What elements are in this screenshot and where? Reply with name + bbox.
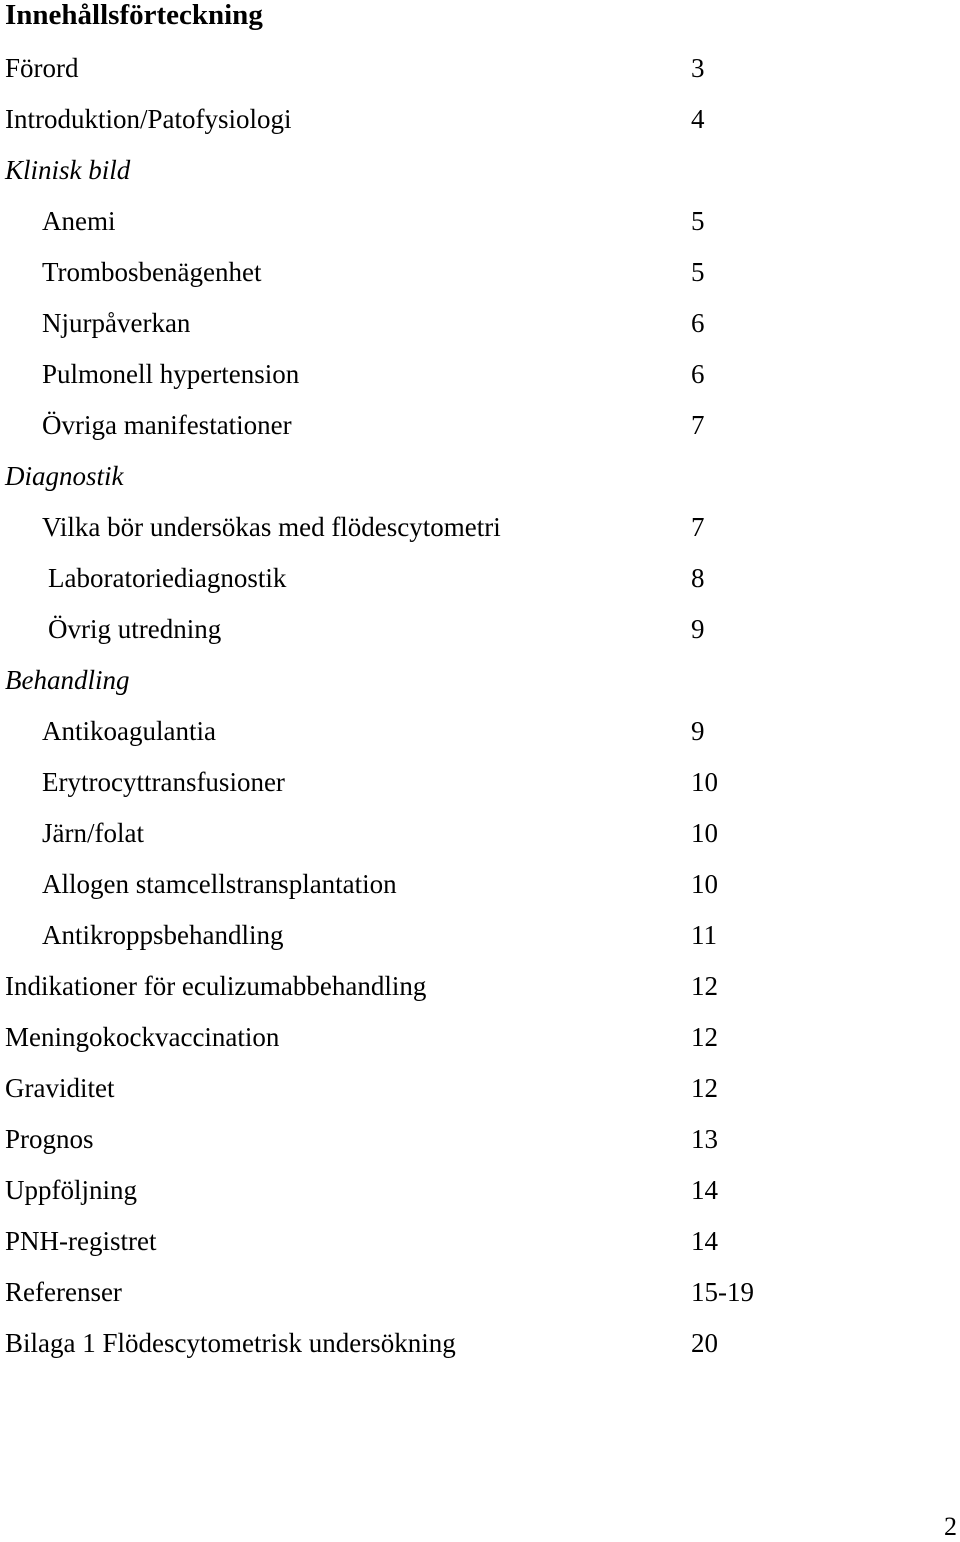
toc-entry-page: 12 bbox=[691, 971, 718, 1001]
toc-entry-page: 9 bbox=[691, 614, 705, 644]
toc-entry bbox=[0, 48, 960, 99]
toc-entry bbox=[0, 1221, 960, 1272]
toc-entry-label: Antikroppsbehandling bbox=[42, 920, 284, 950]
toc-entry-label: Vilka bör undersökas med flödescytometri bbox=[42, 512, 501, 542]
toc-entry bbox=[0, 354, 960, 405]
toc-section-heading bbox=[0, 150, 960, 201]
toc-entry-page: 8 bbox=[691, 563, 705, 593]
toc-entry-page: 3 bbox=[691, 53, 705, 83]
toc-entry-label: Järn/folat bbox=[42, 818, 144, 848]
toc-entry-label: Anemi bbox=[42, 206, 116, 236]
toc-entry bbox=[0, 1119, 960, 1170]
toc-entry-label: Prognos bbox=[5, 1124, 94, 1154]
toc-entry bbox=[0, 966, 960, 1017]
table-of-contents bbox=[0, 48, 960, 1374]
toc-entry-page: 12 bbox=[691, 1073, 718, 1103]
toc-entry-label: Laboratoriediagnostik bbox=[48, 563, 287, 593]
toc-entry bbox=[0, 813, 960, 864]
toc-entry-label: Övriga manifestationer bbox=[42, 410, 292, 440]
toc-entry-page: 12 bbox=[691, 1022, 718, 1052]
toc-section-heading bbox=[0, 660, 960, 711]
toc-section-heading bbox=[0, 456, 960, 507]
toc-entry-page: 11 bbox=[691, 920, 717, 950]
toc-entry-page: 14 bbox=[691, 1175, 718, 1205]
toc-entry-page: 10 bbox=[691, 869, 718, 899]
toc-entry-label: Uppföljning bbox=[5, 1175, 137, 1205]
toc-entry-label: Indikationer för eculizumabbehandling bbox=[5, 971, 427, 1001]
toc-entry bbox=[0, 864, 960, 915]
toc-entry bbox=[0, 99, 960, 150]
toc-entry-page: 5 bbox=[691, 206, 705, 236]
toc-entry-label: Diagnostik bbox=[5, 461, 124, 491]
toc-entry bbox=[0, 1170, 960, 1221]
toc-entry bbox=[0, 405, 960, 456]
toc-entry-label: Njurpåverkan bbox=[42, 308, 191, 338]
toc-entry-label: PNH-registret bbox=[5, 1226, 157, 1256]
page-number: 2 bbox=[944, 1512, 957, 1541]
toc-entry-label: Referenser bbox=[5, 1277, 122, 1307]
toc-entry-label: Erytrocyttransfusioner bbox=[42, 767, 285, 797]
toc-entry-label: Bilaga 1 Flödescytometrisk undersökning bbox=[5, 1328, 456, 1358]
toc-entry-page: 9 bbox=[691, 716, 705, 746]
toc-entry bbox=[0, 201, 960, 252]
toc-entry-page: 6 bbox=[691, 308, 705, 338]
toc-entry-label: Pulmonell hypertension bbox=[42, 359, 300, 389]
toc-entry bbox=[0, 915, 960, 966]
toc-entry-label: Graviditet bbox=[5, 1073, 115, 1103]
toc-entry-page: 7 bbox=[691, 410, 705, 440]
toc-entry-page: 15-19 bbox=[691, 1277, 754, 1307]
toc-entry-page: 20 bbox=[691, 1328, 718, 1358]
toc-entry-page: 7 bbox=[691, 512, 705, 542]
toc-entry-label: Övrig utredning bbox=[48, 614, 222, 644]
toc-entry bbox=[0, 1323, 960, 1374]
toc-entry-label: Introduktion/Patofysiologi bbox=[5, 104, 292, 134]
toc-entry-page: 4 bbox=[691, 104, 705, 134]
toc-entry-label: Antikoagulantia bbox=[42, 716, 216, 746]
toc-entry bbox=[0, 303, 960, 354]
toc-entry-label: Trombosbenägenhet bbox=[42, 257, 262, 287]
toc-entry-label: Behandling bbox=[5, 665, 130, 695]
toc-entry-label: Meningokockvaccination bbox=[5, 1022, 280, 1052]
toc-entry-page: 10 bbox=[691, 818, 718, 848]
toc-entry-page: 14 bbox=[691, 1226, 718, 1256]
toc-entry-label: Allogen stamcellstransplantation bbox=[42, 869, 397, 899]
toc-entry bbox=[0, 558, 960, 609]
toc-entry bbox=[0, 507, 960, 558]
toc-entry bbox=[0, 609, 960, 660]
toc-entry bbox=[0, 1272, 960, 1323]
toc-entry-page: 6 bbox=[691, 359, 705, 389]
toc-entry bbox=[0, 1068, 960, 1119]
toc-entry bbox=[0, 252, 960, 303]
page-title: Innehållsförteckning bbox=[5, 0, 263, 31]
toc-entry bbox=[0, 711, 960, 762]
toc-entry-label: Klinisk bild bbox=[5, 155, 131, 185]
toc-entry bbox=[0, 1017, 960, 1068]
toc-entry-label: Förord bbox=[5, 53, 79, 83]
toc-entry-page: 13 bbox=[691, 1124, 718, 1154]
toc-entry bbox=[0, 762, 960, 813]
toc-entry-page: 10 bbox=[691, 767, 718, 797]
toc-entry-page: 5 bbox=[691, 257, 705, 287]
